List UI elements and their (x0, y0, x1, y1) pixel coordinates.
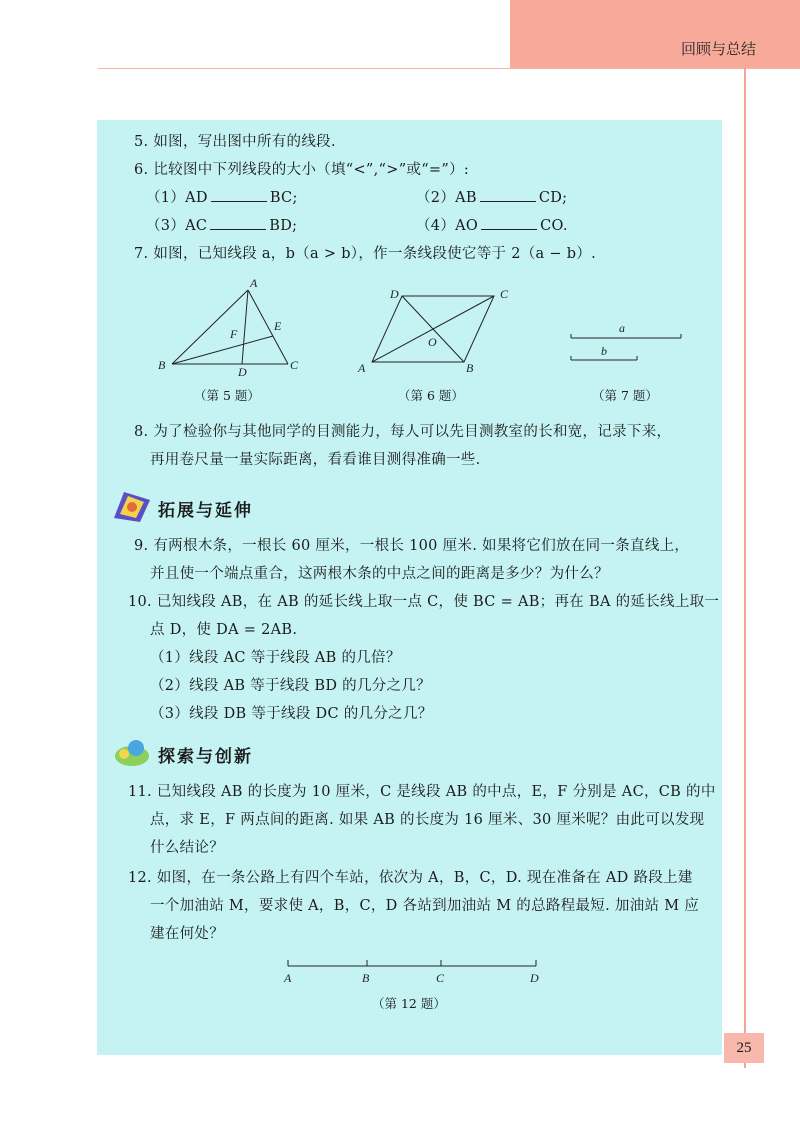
fig12-caption: （第 12 题） (372, 996, 446, 1011)
fig7-label-a: a (619, 321, 625, 335)
section-explore-icon (110, 734, 154, 770)
fig6-label-O: O (428, 335, 437, 349)
problem-9-line1: 9. 有两根木条，一根长 60 厘米，一根长 100 厘米. 如果将它们放在同一条直线上， (134, 538, 690, 554)
problem-11-line3: 什么结论？ (150, 840, 224, 856)
figure-7 (565, 318, 695, 368)
figure-6 (352, 282, 522, 377)
fig5-caption: （第 5 题） (194, 388, 260, 403)
fig5-label-A: A (250, 276, 258, 290)
section-explore-title: 探索与创新 (158, 747, 253, 767)
problem-12-line2: 一个加油站 M，要求使 A，B，C，D 各站到加油站 M 的总路程最短. 加油站 M 应 (150, 898, 700, 914)
fig12-label-B: B (362, 971, 370, 985)
problem-7: 7. 如图，已知线段 a，b（a > b），作一条线段使它等于 2（a − b）. (134, 246, 597, 262)
figure-5 (150, 276, 310, 381)
problem-10-line2: 点 D，使 DA = 2AB. (150, 622, 298, 638)
fig12-label-A: A (284, 971, 292, 985)
fig7-caption: （第 7 题） (592, 388, 658, 403)
problem-5: 5. 如图，写出图中所有的线段. (134, 134, 336, 150)
fig5-label-B: B (158, 358, 166, 372)
fig5-label-E: E (274, 319, 282, 333)
fig6-label-B: B (466, 361, 474, 375)
problem-8-line1: 8. 为了检验你与其他同学的目测能力，每人可以先目测教室的长和宽，记录下来， (134, 424, 672, 440)
fig5-label-D: D (238, 365, 247, 379)
problem-9-line2: 并且使一个端点重合，这两根木条的中点之间的距离是多少？为什么？ (150, 566, 609, 582)
problem-11-line2: 点，求 E，F 两点间的距离. 如果 AB 的长度为 16 厘米、30 厘米呢？由此可以发现 (150, 812, 705, 828)
margin-rule (744, 68, 746, 1068)
problem-10-sub1: （1）线段 AC 等于线段 AB 的几倍？ (150, 650, 401, 666)
comparison-4: （4）AO CO. (416, 218, 568, 234)
fig6-label-C: C (500, 287, 509, 301)
comparison-1: （1）AD BC; (146, 190, 298, 206)
problem-6: 6. 比较图中下列线段的大小（填“<”,“>”或“=”）: (134, 162, 470, 178)
fig12-label-C: C (436, 971, 445, 985)
fig5-label-F: F (230, 327, 238, 341)
fig6-caption: （第 6 题） (398, 388, 464, 403)
section-explore (110, 734, 360, 772)
fig7-label-b: b (601, 344, 607, 358)
comparison-3: （3）AC BD; (146, 218, 298, 234)
header-rule (98, 68, 800, 69)
problem-11-line1: 11. 已知线段 AB 的长度为 10 厘米，C 是线段 AB 的中点，E，F 分别是 AC，CB 的中 (128, 784, 716, 800)
chapter-title: 回顾与总结 (680, 40, 756, 58)
figure-12 (278, 952, 548, 992)
problem-10-sub2: （2）线段 AB 等于线段 BD 的几分之几？ (150, 678, 431, 694)
section-extension-icon (110, 488, 154, 524)
fig5-label-C: C (290, 358, 299, 372)
section-extension-title: 拓展与延伸 (158, 501, 253, 521)
header-band (510, 0, 800, 68)
page-number: 25 (724, 1033, 764, 1063)
fig12-label-D: D (530, 971, 539, 985)
problem-12-line1: 12. 如图，在一条公路上有四个车站，依次为 A，B，C，D. 现在准备在 AD 路段上建 (128, 870, 693, 886)
problem-12-line3: 建在何处？ (150, 926, 224, 942)
problem-10-line1: 10. 已知线段 AB，在 AB 的延长线上取一点 C，使 BC = AB；再在 BA 的延长线上取一 (128, 594, 720, 610)
problem-8-line2: 再用卷尺量一量实际距离，看看谁目测得准确一些. (150, 452, 481, 468)
fig6-label-D: D (390, 287, 399, 301)
problem-10-sub3: （3）线段 DB 等于线段 DC 的几分之几？ (150, 706, 433, 722)
section-extension (110, 488, 360, 526)
fig6-label-A: A (358, 361, 366, 375)
comparison-2: （2）AB CD; (416, 190, 568, 206)
